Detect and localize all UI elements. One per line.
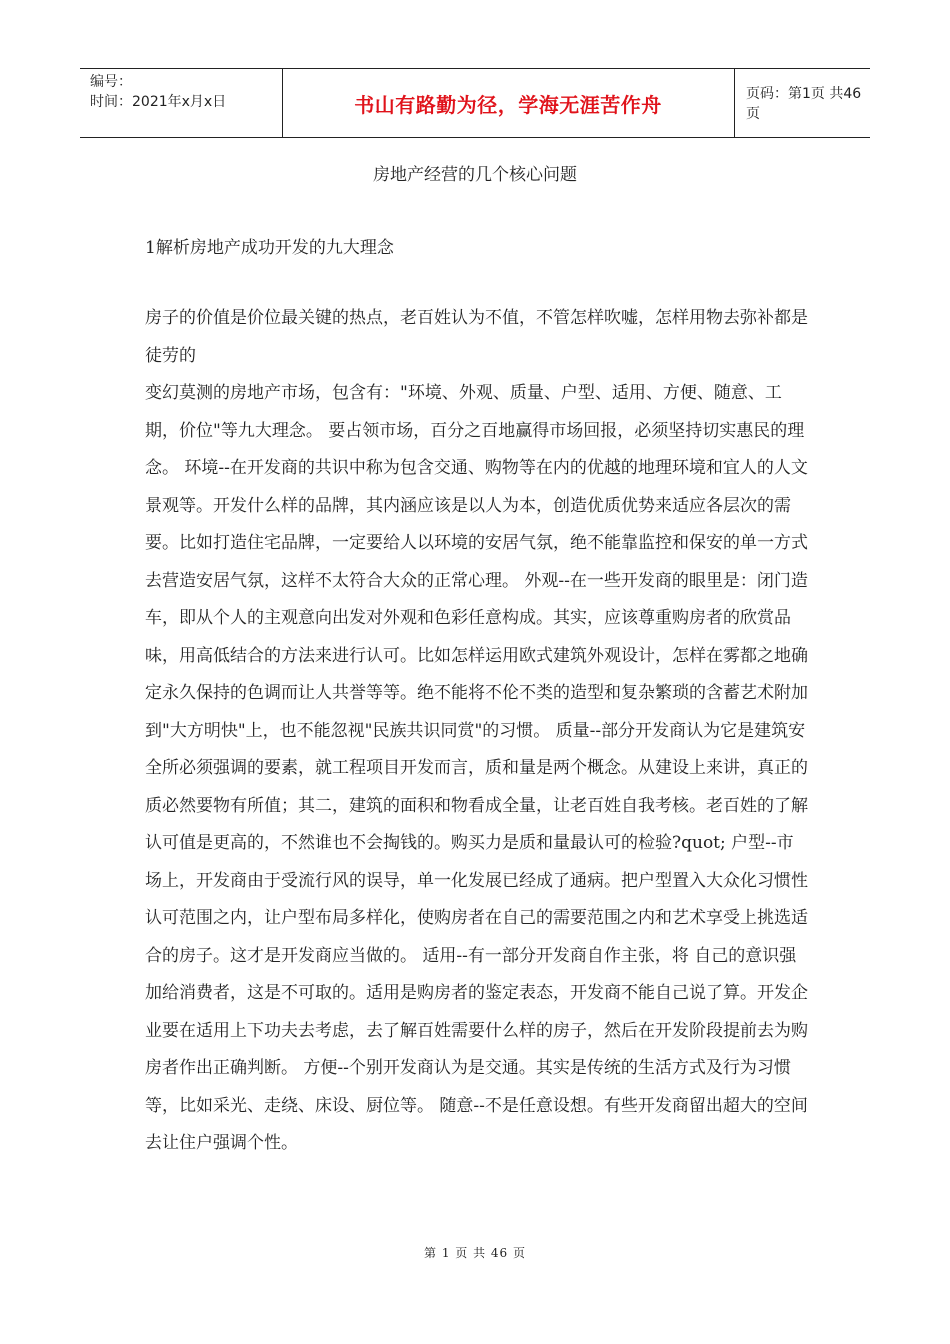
header-info-cell [80,69,283,137]
section-heading: 1解析房地产成功开发的九大理念 [145,238,394,258]
page-footer: 第 1 页 共 46 页 [424,1246,526,1260]
header-page-code: 页码：第1页 共46页 [746,86,862,122]
serial-number-label: 编号： [90,74,132,90]
body-paragraph: 房子的价值是价位最关键的热点，老百姓认为不值，不管怎样吹嘘，怎样用物去弥补都是徒劳的 [145,308,808,366]
header-motto: 书山有路勤为径，学海无涯苦作舟 [282,69,735,137]
document-title: 房地产经营的几个核心问题 [373,165,577,185]
date-label: 时间：2021年x月x日 [90,94,227,110]
document-body [145,300,810,1163]
body-paragraph: 变幻莫测的房地产市场，包含有："环境、外观、质量、户型、适用、方便、随意、工期，价位"等九大理念。 要占领市场，百分之百地赢得市场回报，必须坚持切实惠民的理念。 环境--在开发商的共识中称为包含交通、购物等在内的优越的地理环境和宜人的人文景观等。开发什么样的品牌，其内涵应该是以人为本，创造优质优势来适应各层次的需要。比如打造住宅品牌，一定要给人以环境的安居气氛，绝不能靠监控和保安的单一方式去营造安居气氛，这样不太符合大众的正常心理。 外观--在一些开发商的眼里是：闭门造车，即从个人的主观意向出发对外观和色彩任意构成。其实，应该尊重购房者的欣赏品味，用高低结合的方法来进行认可。比如怎样运用欧式建筑外观设计，怎样在雾都之地确定永久保持的色调而让人共誉等等。绝不能将不伦不类的造型和复杂繁琐的含蓄艺术附加到"大方明快"上，也不能忽视"民族共识同赏"的习惯。 质量--部分开发商认为它是建筑安全所必须强调的要素，就工程项目开发而言，质和量是两个概念。从建设上来讲，真正的质必然要物有所值；其二，建筑的面积和物看成全量，让老百姓自我考核。老百姓的了解认可值是更高的，不然谁也不会掏钱的。购买力是质和量最认可的检验?quot; 户型--市场上，开发商由于受流行风的误导，单一化发展已经成了通病。把户型置入大众化习惯性认可范围之内，让户型布局多样化，使购房者在自己的需要范围之内和艺术享受上挑选适合的房子。这才是开发商应当做的。 适用--有一部分开发商自作主张，将 自己的意识强加给消费者，这是不可取的。适用是购房者的鉴定表态，开发商不能自己说了算。开发企业要在适用上下功夫去考虑，去了解百姓需要什么样的房子，然后在开发阶段提前去为购房者作出正确判断。 方便--个别开发商认为是交通。其实是传统的生活方式及行为习惯等，比如采光、走绕、床设、厨位等。 随意--不是任意设想。有些开发商留出超大的空间去让住户强调个性。 [145,383,808,1153]
header-table [80,68,870,138]
